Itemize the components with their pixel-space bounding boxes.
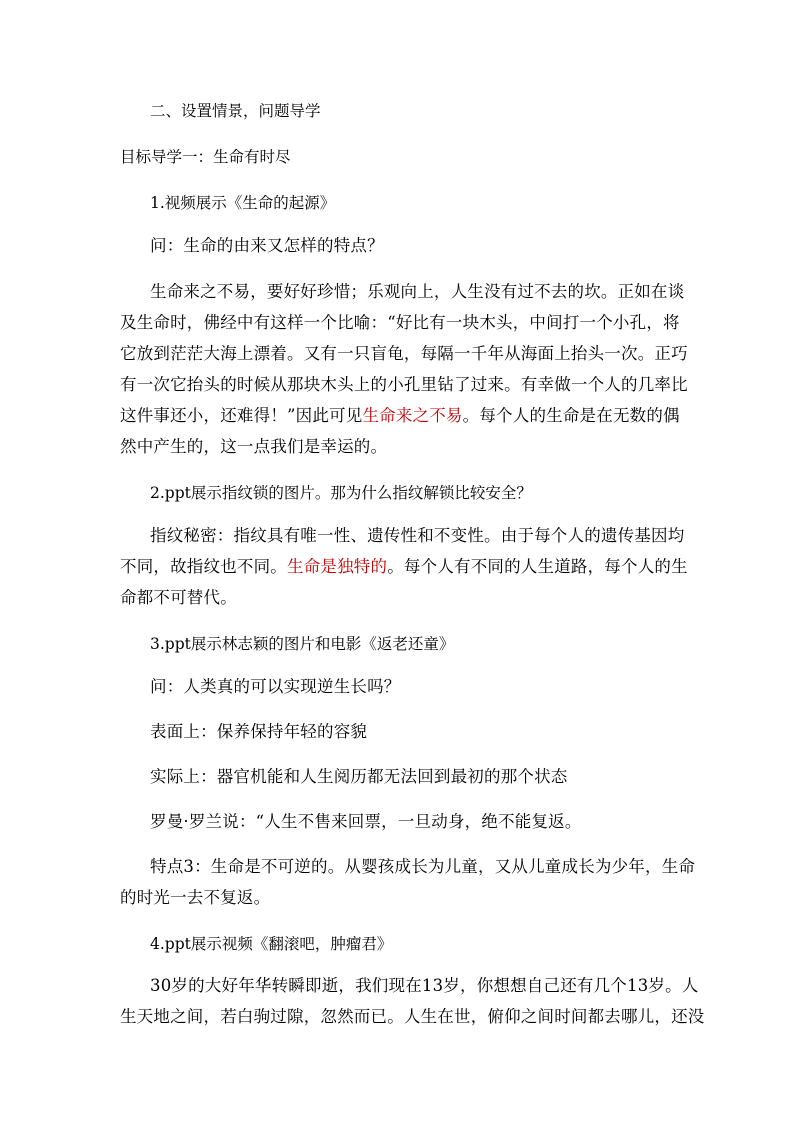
para-2-line-3: 命都不可替代。	[120, 588, 237, 607]
para-4-line-2: 生天地之间，若白驹过隙，忽然而已。人生在世，俯仰之间时间都去哪儿，还没	[120, 1007, 705, 1026]
para-1-line-2: 及生命时，佛经中有这样一个比喻：“好比有一块木头，中间打一个小孔，将	[120, 313, 680, 332]
highlight-life-hard-won: 生命来之不易	[362, 406, 463, 425]
para-1-line-6: 然中产生的，这一点我们是幸运的。	[120, 437, 388, 456]
para-1-line-5-text-a: 这件事还小，还难得！”因此可见	[120, 406, 363, 425]
para-1-line-4: 有一次它抬头的时候从那块木头上的小孔里钻了过来。有幸做一个人的几率比	[120, 375, 688, 394]
feature-3-line-1: 特点3：生命是不可逆的。从婴孩成长为儿童，又从儿童成长为少年，生命	[150, 857, 696, 876]
para-1-line-5-text-b: 。每个人的生命是在无数的偶	[462, 406, 680, 425]
highlight-life-unique: 生命是独特的	[287, 557, 388, 576]
para-1-line-3: 它放到茫茫大海上漂着。又有一只盲龟，每隔一千年从海面上抬头一次。正巧	[120, 344, 688, 363]
surface-note: 表面上：保养保持年轻的容貌	[150, 722, 368, 741]
para-1-line-1: 生命来之不易，要好好珍惜；乐观向上，人生没有过不去的坎。正如在谈	[150, 282, 685, 301]
question-1: 问：生命的由来又怎样的特点？	[150, 236, 384, 255]
item-1: 1.视频展示《生命的起源》	[150, 194, 336, 212]
para-1-line-5	[120, 406, 680, 426]
para-2-line-2	[120, 557, 688, 577]
para-2-line-2-text-a: 不同，故指纹也不同。	[120, 557, 287, 576]
goal-heading-1: 目标导学一：生命有时尽	[120, 148, 291, 166]
para-2-line-2-text-b: 。每个人有不同的人生道路，每个人的生	[387, 557, 688, 576]
para-4-line-1: 30岁的大好年华转瞬即逝，我们现在13岁，你想想自己还有几个13岁。人	[150, 976, 699, 995]
para-2-line-1: 指纹秘密：指纹具有唯一性、遗传性和不变性。由于每个人的遗传基因均	[150, 526, 685, 545]
section-heading: 二、设置情景，问题导学	[150, 102, 321, 120]
actual-note: 实际上：器官机能和人生阅历都无法回到最初的那个状态	[150, 767, 568, 786]
question-3: 问：人类真的可以实现逆生长吗？	[150, 677, 401, 696]
item-2: 2.ppt展示指纹锁的图片。那为什么指纹解锁比较安全？	[150, 484, 532, 502]
item-4: 4.ppt展示视频《翻滚吧，肿瘤君》	[150, 935, 393, 953]
romain-rolland-quote: 罗曼·罗兰说：“人生不售来回票，一旦动身，绝不能复返。	[150, 812, 582, 831]
feature-3-line-2: 的时光一去不复返。	[120, 888, 271, 907]
item-3: 3.ppt展示林志颖的图片和电影《返老还童》	[150, 635, 455, 653]
